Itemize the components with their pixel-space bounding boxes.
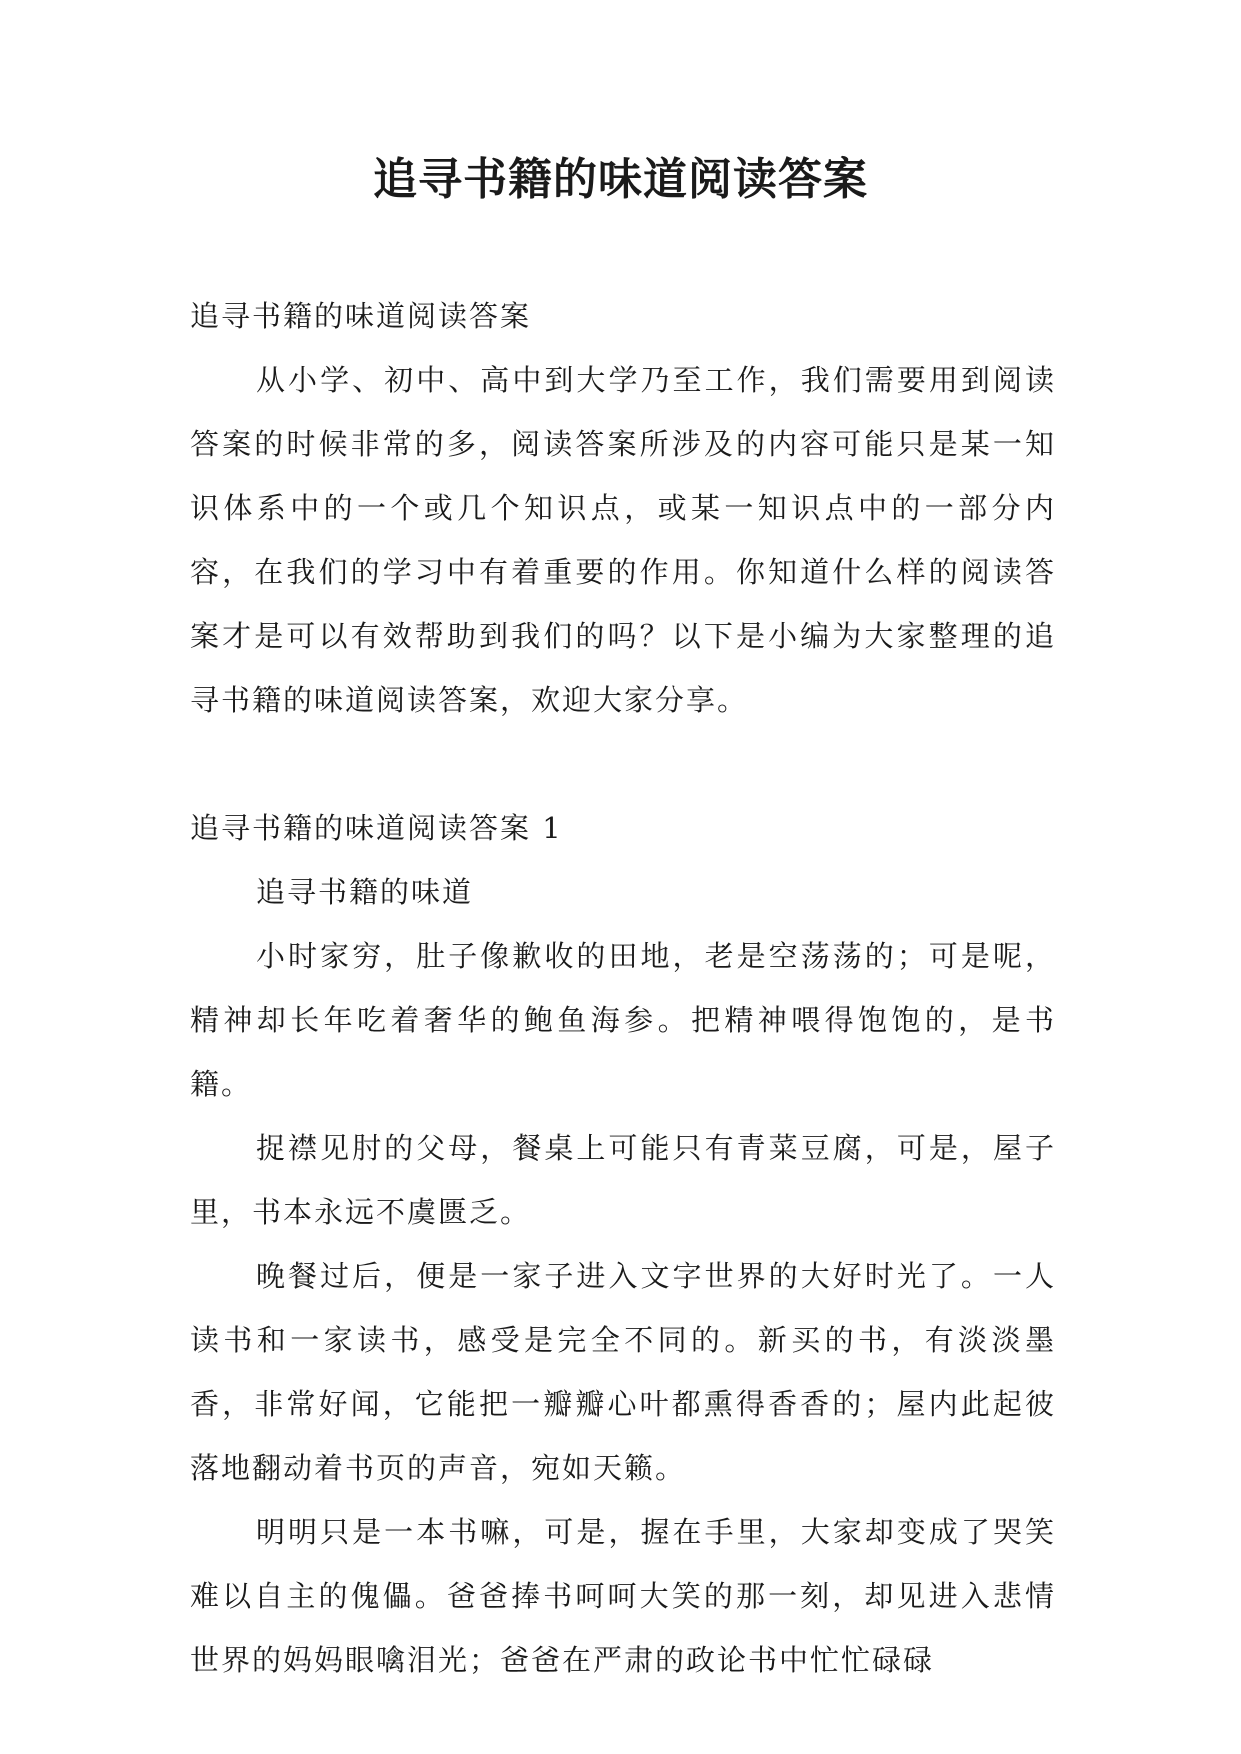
document-body (190, 284, 1056, 1692)
document-title: 追寻书籍的味道阅读答案 (373, 154, 868, 205)
paragraph: 明明只是一本书嘛，可是，握在手里，大家却变成了哭笑难以自主的傀儡。爸爸捧书呵呵大笑的那一刻，却见进入悲情世界的妈妈眼噙泪光；爸爸在严肃的政论书中忙忙碌碌 (190, 1515, 1056, 1677)
section-spacer (190, 732, 1056, 796)
intro-paragraph: 从小学、初中、高中到大学乃至工作，我们需要用到阅读答案的时候非常的多，阅读答案所涉及的内容可能只是某一知识体系中的一个或几个知识点，或某一知识点中的一部分内容，在我们的学习中有着重要的作用。你知道什么样的阅读答案才是可以有效帮助到我们的吗？以下是小编为大家整理的追寻书籍的味道阅读答案，欢迎大家分享。 (190, 363, 1056, 717)
paragraph: 捉襟见肘的父母，餐桌上可能只有青菜豆腐，可是，屋子里，书本永远不虞匮乏。 (190, 1131, 1056, 1229)
section-heading: 追寻书籍的味道阅读答案 1 (190, 811, 563, 845)
paragraph: 小时家穷，肚子像歉收的田地，老是空荡荡的；可是呢，精神却长年吃着奢华的鲍鱼海参。把精神喂得饱饱的，是书籍。 (190, 939, 1056, 1101)
document-subtitle: 追寻书籍的味道阅读答案 (190, 299, 532, 333)
article-title: 追寻书籍的味道 (256, 875, 474, 909)
paragraph: 晚餐过后，便是一家子进入文字世界的大好时光了。一人读书和一家读书，感受是完全不同的。新买的书，有淡淡墨香，非常好闻，它能把一瓣瓣心叶都熏得香香的；屋内此起彼落地翻动着书页的声音，宛如天籁。 (190, 1259, 1056, 1485)
